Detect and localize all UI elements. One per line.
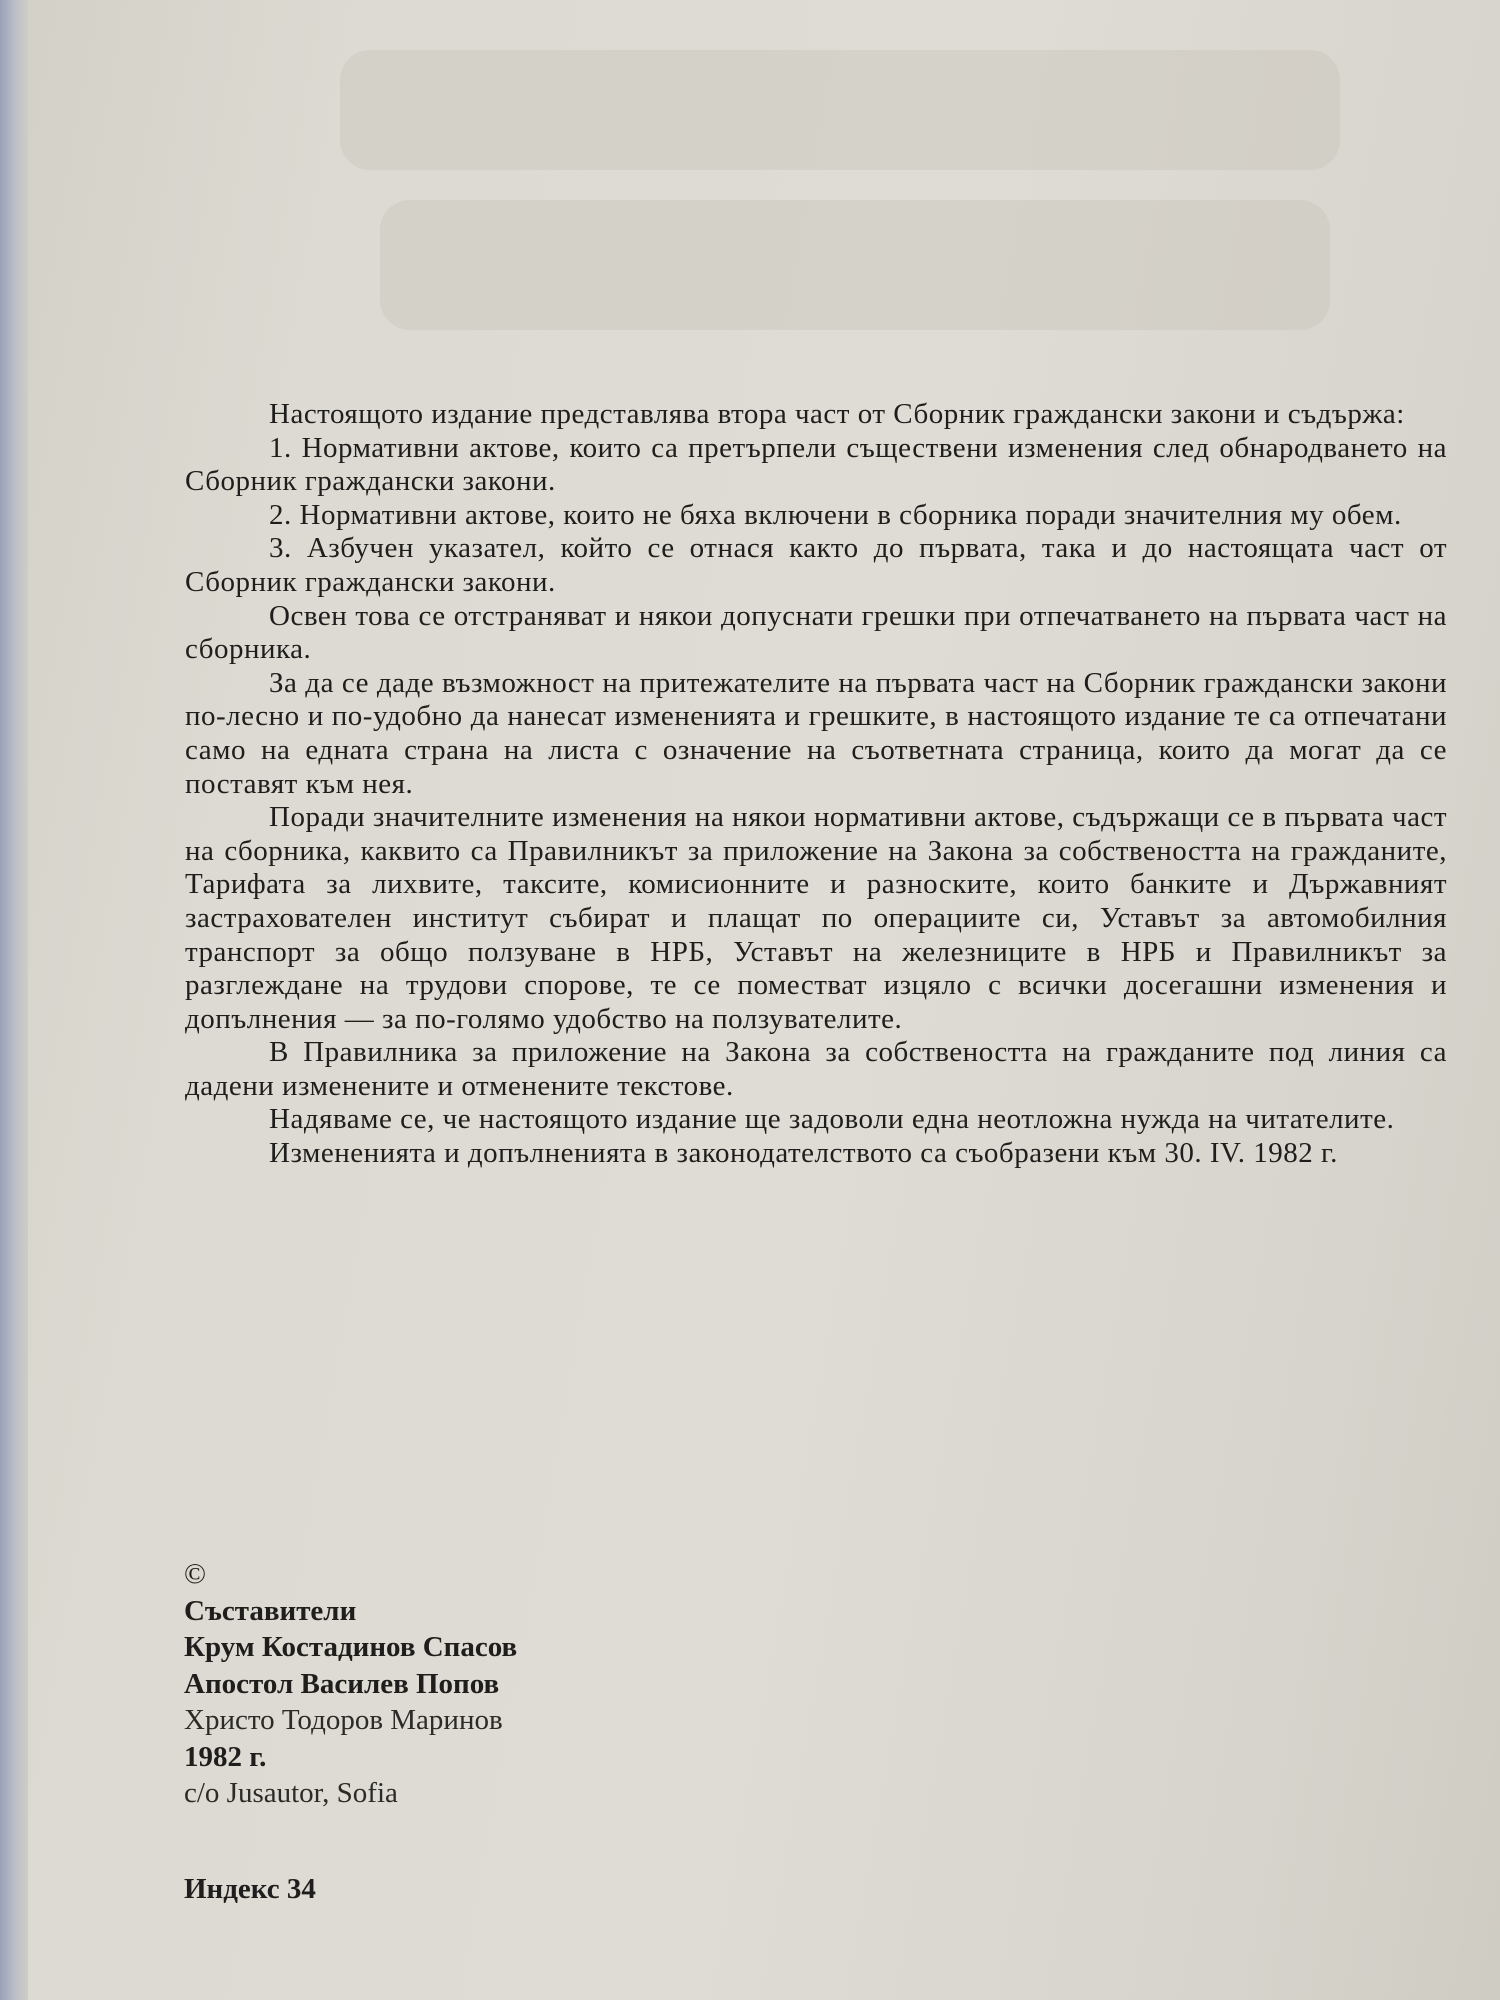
show-through-band — [380, 200, 1330, 330]
preface-paragraph: 3. Азбучен указател, който се отнася както до първата, така и до настоящата част от Сборник граждански закони. — [185, 532, 1447, 598]
preface-paragraph: За да се даде възможност на притежателите на първата част на Сборник граждански закони по-лесно и по-удобно да нанесат измененията и грешките, в настоящото издание те са отпечатани само на едната страна на листа с означение на съответната страница, които да могат да се поставят към нея. — [185, 666, 1447, 800]
preface-paragraph: Поради значителните изменения на някои нормативни актове, съдържащи се в първата част на сборника, каквито са Правилникът за приложение на Закона за собствеността на гражданите, Тарифата за лихвите, таксите, комисионните и разноските, които банките и Държавният застрахователен институт събират и плащат по операциите си, Уставът за автомобилния транспорт за общо ползуване в НРБ, Уставът на железниците в НРБ и Правилникът за разглеждане на трудови спорове, те се поместват изцяло с всички досегашни изменения и допълнения — за по-голямо удобство на ползувателите. — [185, 801, 1447, 1035]
preface-paragraph: Измененията и допълненията в законодателството са съобразени към 30. IV. 1982 г. — [269, 1137, 1338, 1170]
compilers-heading: Съставители — [184, 1594, 357, 1627]
preface-paragraph: В Правилника за приложение на Закона за собствеността на гражданите под линия са дадени изменените и отменените текстове. — [185, 1036, 1447, 1102]
copyright-symbol: © — [184, 1558, 207, 1590]
show-through-band — [340, 50, 1340, 170]
author-name: Апостол Василев Попов — [184, 1667, 500, 1700]
author-name: Христо Тодоров Маринов — [184, 1704, 503, 1736]
preface-paragraph: Освен това се отстраняват и някои допуснати грешки при отпечатването на първата част на сборника. — [185, 599, 1447, 666]
preface-paragraph: Надяваме се, че настоящото издание ще задоволи една неотложна нужда на читателите. — [269, 1103, 1395, 1136]
binding-edge — [0, 0, 28, 2000]
show-through-print — [340, 30, 1340, 360]
publication-year: 1982 г. — [184, 1740, 267, 1773]
index-label: Индекс 34 — [184, 1873, 316, 1905]
preface-paragraph: 2. Нормативни актове, които не бяха включени в сборника поради значителния му обем. — [269, 498, 1402, 531]
copyright-agency: c/o Jusautor, Sofia — [184, 1777, 398, 1809]
preface-paragraph: Настоящото издание представлява втора част от Сборник граждански закони и съдържа: — [269, 398, 1405, 430]
preface-text — [185, 398, 1447, 1171]
credits-block — [184, 1556, 884, 1812]
author-name: Крум Костадинов Спасов — [184, 1631, 518, 1663]
preface-paragraph: 1. Нормативни актове, които са претърпели съществени изменения след обнародването на Сборник граждански закони. — [185, 431, 1447, 498]
